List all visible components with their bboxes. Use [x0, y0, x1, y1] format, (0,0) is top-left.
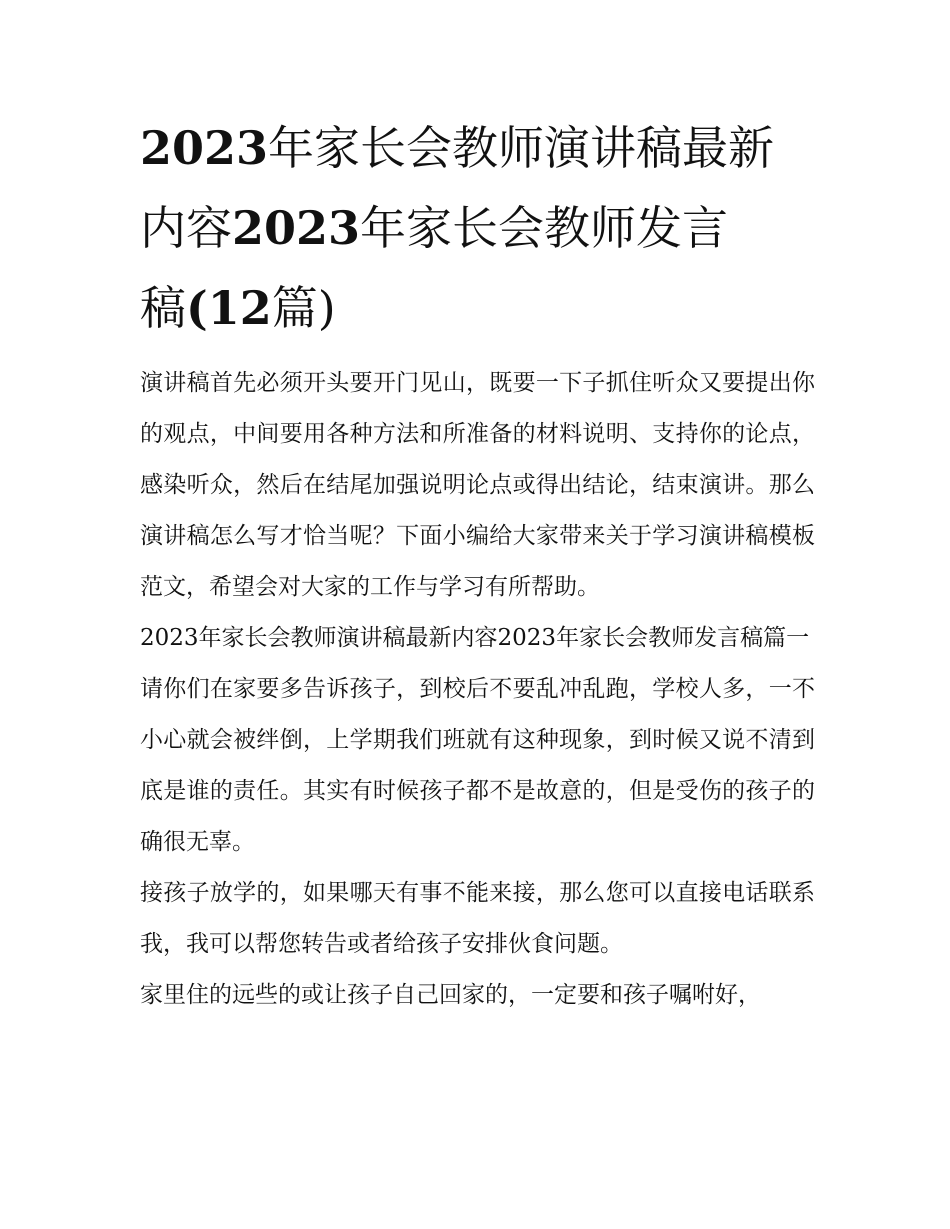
- section-heading: 2023年家长会教师演讲稿最新内容2023年家长会教师发言稿篇一: [140, 625, 810, 651]
- document-title: [140, 108, 815, 348]
- title-line-1: 2023年家长会教师演讲稿最新: [140, 121, 775, 175]
- document-content: [140, 108, 815, 1021]
- title-line-2: 内容2023年家长会教师发言: [140, 201, 729, 255]
- title-line-3: 稿(12篇): [140, 281, 336, 335]
- body-paragraph: 家里住的远些的或让孩子自己回家的，一定要和孩子嘱咐好，: [140, 982, 761, 1008]
- intro-paragraph: 演讲稿首先必须开头要开门见山，既要一下子抓住听众又要提出你的观点，中间要用各种方法和所准备的材料说明、支持你的论点，感染听众，然后在结尾加强说明论点或得出结论，结束演讲。那么演讲稿怎么写才恰当呢？下面小编给大家带来关于学习演讲稿模板范文，希望会对大家的工作与学习有所帮助。: [140, 370, 815, 600]
- body-paragraph: 请你们在家要多告诉孩子，到校后不要乱冲乱跑，学校人多，一不小心就会被绊倒，上学期我们班就有这种现象，到时候又说不清到底是谁的责任。其实有时候孩子都不是故意的，但是受伤的孩子的确很无辜。: [140, 676, 815, 855]
- body-paragraph: 接孩子放学的，如果哪天有事不能来接，那么您可以直接电话联系我，我可以帮您转告或者给孩子安排伙食问题。: [140, 880, 815, 957]
